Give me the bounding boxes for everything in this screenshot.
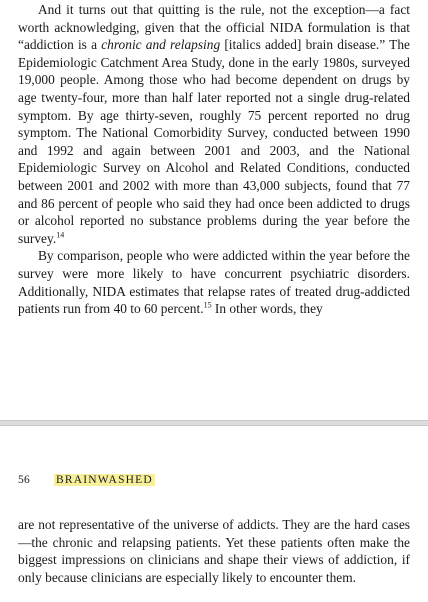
paragraph-2-text-b: In other words, they [211, 301, 323, 317]
paragraph-2-text-a: By comparison, people who were addicted within the year before the survey were more likely to have concurrent psychiatric disorders. Additionally, NIDA estimates that relapse rates of treated drug-addicted patients run from 40 to 60 percent. [18, 248, 410, 317]
footnote-marker-14[interactable]: 14 [56, 230, 65, 240]
paragraph-2 [18, 247, 410, 317]
paragraph-1-text-b: [italics added] brain disease.” The Epidemiologic Catchment Area Study, done in the early 1980s, surveyed 19,000 people. Among those who had become dependent on drugs by age twenty-four, more than half later reported not a single drug-related symptom. By age thirty-seven, roughly 75 percent reported no drug symptom. The National Comorbidity Survey, conducted between 1990 and 1992 and again between 2001 and 2003, and the National Epidemiologic Survey on Alcohol and Related Conditions, conducted between 2001 and 2002 with more than 43,000 subjects, found that 77 and 86 percent of people who said they had once been addicted to drugs or alcohol reported no substance problems during the year before the survey. [18, 37, 410, 246]
paragraph-1-text-a: And it turns out that quitting is the rule, not the exception—a fact worth acknowledging, given that the official NIDA formulation is that “addiction is a [18, 2, 410, 53]
footnote-marker-15[interactable]: 15 [203, 300, 212, 310]
page-number: 56 [18, 474, 31, 486]
paragraph-1 [18, 1, 410, 247]
running-head [18, 474, 155, 486]
body-text [18, 1, 410, 318]
page-bottom [0, 426, 428, 602]
paragraph-1-italic: chronic and relapsing [101, 37, 221, 53]
paragraph-continued: are not representative of the universe of addicts. They are the hard cases—the chronic and relapsing patients. Yet these patients often make the biggest impressions on clinicians and shape their views of addiction, if only because clinicians are especially likely to encounter them. [18, 517, 410, 585]
body-text-continued [18, 516, 410, 586]
running-title-highlighted: BRAINWASHED [56, 474, 153, 486]
